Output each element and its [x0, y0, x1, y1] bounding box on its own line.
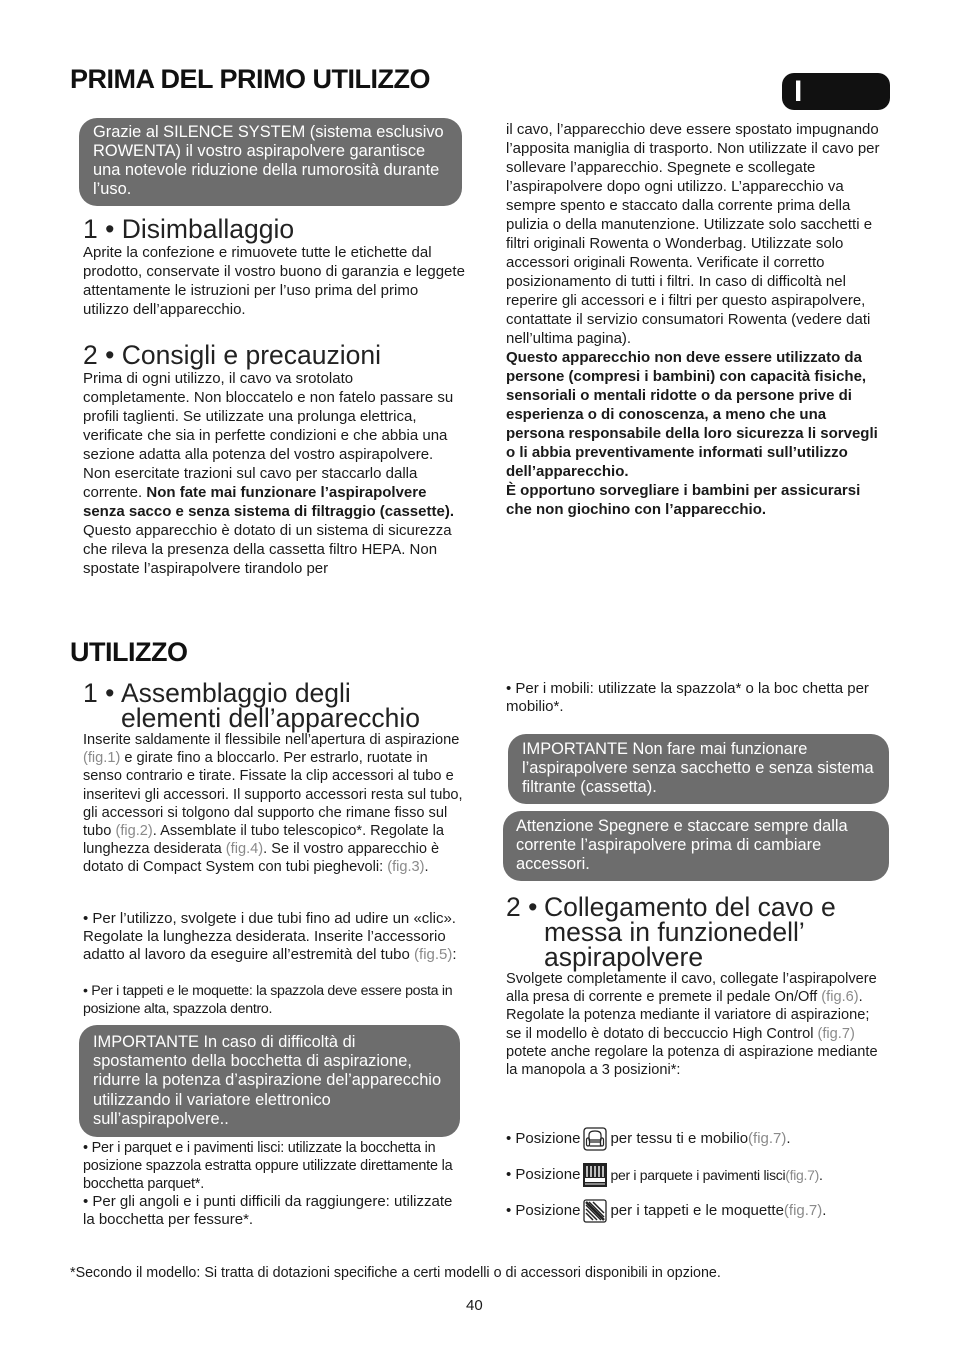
position-row: [506, 1198, 906, 1224]
text-tappeti: • Per i tappeti e le moquette: la spazzola deve essere posta in posizione alta, spazzola dentro.: [83, 983, 453, 1017]
carpet-icon: [583, 1199, 607, 1223]
position-label: • Posizione: [506, 1130, 581, 1147]
position-fig: (fig.7): [748, 1130, 787, 1147]
heading-consigli: 2 • Consigli e precauzioni: [83, 340, 381, 370]
figure-reference: (fig.4): [225, 841, 264, 858]
text-warning-persone: Questo apparecchio non deve essere utilizzato da persone (compresi i bambini) con capacità fisiche, sensoriali o mentali ridotte o da persone prive di esperienza o di conoscenza, a meno che una persona responsabile della loro sicurezza li sorvegli o li abbia preventivamente informati sull’utilizzo dell’apparecchio.: [506, 349, 878, 480]
figure-reference: (fig.6): [821, 989, 859, 1006]
heading-assemblaggio-num: 1 •: [83, 678, 115, 708]
text-run: . Regolate la potenza mediante il variatore di aspirazione; se il modello è dotato di beccuccio High Control: [506, 989, 870, 1042]
text-consigli-part1: Prima di ogni utilizzo, il cavo va srotolato completamente. Non bloccatelo e non fatelo passare su profili taglienti. Se utilizzate una prolunga elettrica, verificate che sia in perfette condizioni e che abbia una sezione adatta alla potenza del vostro aspirapolvere. Non esercitate trazioni sul cavo per staccarlo dalla corrente.: [83, 370, 454, 501]
heading-collegamento: [506, 892, 906, 972]
heading-assemblaggio-line2: elementi dell’apparecchio: [121, 703, 421, 733]
heading-disimballaggio: 1 • Disimballaggio: [83, 214, 295, 244]
text-warning-bambini: È opportuno sorvegliare i bambini per assicurarsi che non giochino con l’apparecchio.: [506, 482, 861, 518]
important-box-spostamento: IMPORTANTE In caso di difficoltà di spostamento della bocchetta di aspirazione, ridurre la potenza d’aspirazione del’apparecchio utilizzando il variatore elettronico sull’aspirapolvere..: [79, 1025, 460, 1137]
figure-reference: (fig.1): [83, 750, 121, 767]
heading-collegamento-num: 2 •: [506, 892, 538, 922]
position-fig: (fig.7): [783, 1202, 823, 1219]
text-run: . Se il vostro apparecchio è dotato di Compact System con tubi pieghevoli:: [83, 841, 440, 876]
text-utilizzo: [83, 910, 463, 964]
text-run: e girate fino a bloccarlo. Per estrarlo, ruotate in senso contrario e tirate. Fissate la clip accessori al tubo e inseritevi gli accessori. Il supporto accessori resta sul tubo, gli accessori si tolgono dal supporto che rimane fisso sul tubo: [83, 750, 463, 840]
position-row: [506, 1162, 906, 1188]
position-end: .: [818, 1167, 823, 1183]
text-consigli: [83, 369, 463, 578]
text-mobili: • Per i mobili: utilizzate la spazzola* o la boc chetta per mobilio*.: [506, 680, 869, 715]
page-number: 40: [466, 1297, 483, 1314]
text-run: Inserite saldamente il flessibile nell’apertura di aspirazione: [83, 732, 460, 748]
text-parquet: • Per i parquet e i pavimenti lisci: utilizzate la bocchetta in posizione spazzola estratta oppure utilizzate direttamente la bocchetta parquet*.: [83, 1140, 453, 1192]
parquet-brush-icon: [583, 1163, 607, 1187]
heading-collegamento-line3: aspirapolvere: [544, 942, 704, 972]
text-disimballaggio: Aprite la confezione e rimuovete tutte le etichette dal prodotto, conservate il vostro buono di garanzia e leggete attentamente le istruzioni per l’uso prima del primo utilizzo dell’apparecchio.: [83, 244, 465, 318]
position-list: [506, 1126, 906, 1224]
heading-assemblaggio: [83, 678, 483, 733]
text-consigli-part2: Questo apparecchio è dotato di un sistema di sicurezza che rileva la presenza della cassetta filtro HEPA. Non spostate l’aspirapolvere tirandolo per: [83, 522, 452, 577]
position-label: • Posizione: [506, 1202, 581, 1219]
position-end: .: [786, 1130, 791, 1147]
position-text: per tessu ti e mobilio: [610, 1130, 749, 1147]
text-run: . Assemblate il tubo telescopico*. Regolate la lunghezza desiderata: [83, 823, 445, 858]
text-consigli-bold: Non fate mai funzionare l’aspirapolvere senza sacco e senza sistema di filtraggio (cassette).: [83, 484, 454, 520]
attenzione-box: Attenzione Spegnere e staccare sempre dalla corrente l’aspirapolvere prima di cambiare accessori.: [503, 811, 889, 881]
armchair-icon: [583, 1127, 607, 1151]
text-run: :: [452, 946, 457, 963]
position-row: [506, 1126, 906, 1152]
position-text: per i parquete i pavimenti lisci: [610, 1167, 786, 1183]
text-angoli: • Per gli angoli e i punti difficili da raggiungere: utilizzate la bocchetta per fessure*.: [83, 1193, 453, 1228]
figure-reference: (fig.5): [414, 946, 453, 963]
position-label: • Posizione: [506, 1166, 581, 1183]
important-box-sacchetto: IMPORTANTE Non fare mai funzionare l’aspirapolvere senza sacchetto e senza sistema filtrante (cassetta).: [508, 734, 889, 804]
position-end: .: [822, 1202, 827, 1219]
heading-collegamento-line2: messa in funzionedell’: [544, 917, 805, 947]
footnote: *Secondo il modello: Si tratta di dotazioni specifiche a certi modelli o di accessori disponibili in opzione.: [70, 1265, 721, 1281]
position-fig: (fig.7): [785, 1167, 819, 1183]
section-title-prima: PRIMA DEL PRIMO UTILIZZO: [70, 64, 430, 94]
text-run: potete anche regolare la potenza di aspirazione mediante la manopola a 3 posizioni*:: [506, 1043, 878, 1079]
text-precauzioni-right: [506, 120, 886, 519]
figure-reference: (fig.2): [115, 823, 153, 840]
section-title-utilizzo: UTILIZZO: [70, 637, 188, 667]
figure-reference: (fig.7): [817, 1025, 855, 1042]
text-assemblaggio: [83, 731, 463, 877]
language-tab: I: [782, 73, 890, 110]
position-text: per i tappeti e le moquette: [610, 1202, 784, 1219]
text-run: • Per l’utilizzo, svolgete i due tubi fino ad udire un «clic». Regolate la lunghezza desiderata. Inserite l’accessorio adatto al lavoro da eseguire all’estremità del tubo: [83, 910, 456, 963]
text-precauzioni-right-plain: il cavo, l’apparecchio deve essere spostato impugnando l’apposita maniglia di trasporto. Non utilizzate il cavo per sollevare l’apparecchio. Spegnete e scollegate l’aspirapolvere dopo ogni utilizzo. L’apparecchio va sempre spento e staccato dalla corrente prima della pulizia o della manutenzione. Utilizzate solo sacchetti e filtri originali Rowenta o Wonderbag. Utilizzate solo accessori originali Rowenta. Verificate il corretto posizionamento di tutti i filtri. In caso di difficoltà nel reperire gli accessori e i filtri per questo aspirapolvere, contattate il servizio consumatori Rowenta (vedere dati nell’ultima pagina).: [506, 121, 880, 347]
heading-assemblaggio-line1: Assemblaggio degli: [121, 678, 351, 708]
figure-reference: (fig.3): [387, 859, 425, 876]
text-collegamento: [506, 970, 888, 1079]
silence-system-box: Grazie al SILENCE SYSTEM (sistema esclusivo ROWENTA) il vostro aspirapolvere garantisce una notevole riduzione della rumorosità durante l’uso.: [79, 118, 462, 206]
heading-collegamento-line1: Collegamento del cavo e: [544, 892, 836, 922]
text-run: .: [424, 859, 429, 876]
text-run: Svolgete completamente il cavo, collegate l’aspirapolvere alla presa di corrente e premete il pedale On/Off: [506, 971, 877, 1006]
